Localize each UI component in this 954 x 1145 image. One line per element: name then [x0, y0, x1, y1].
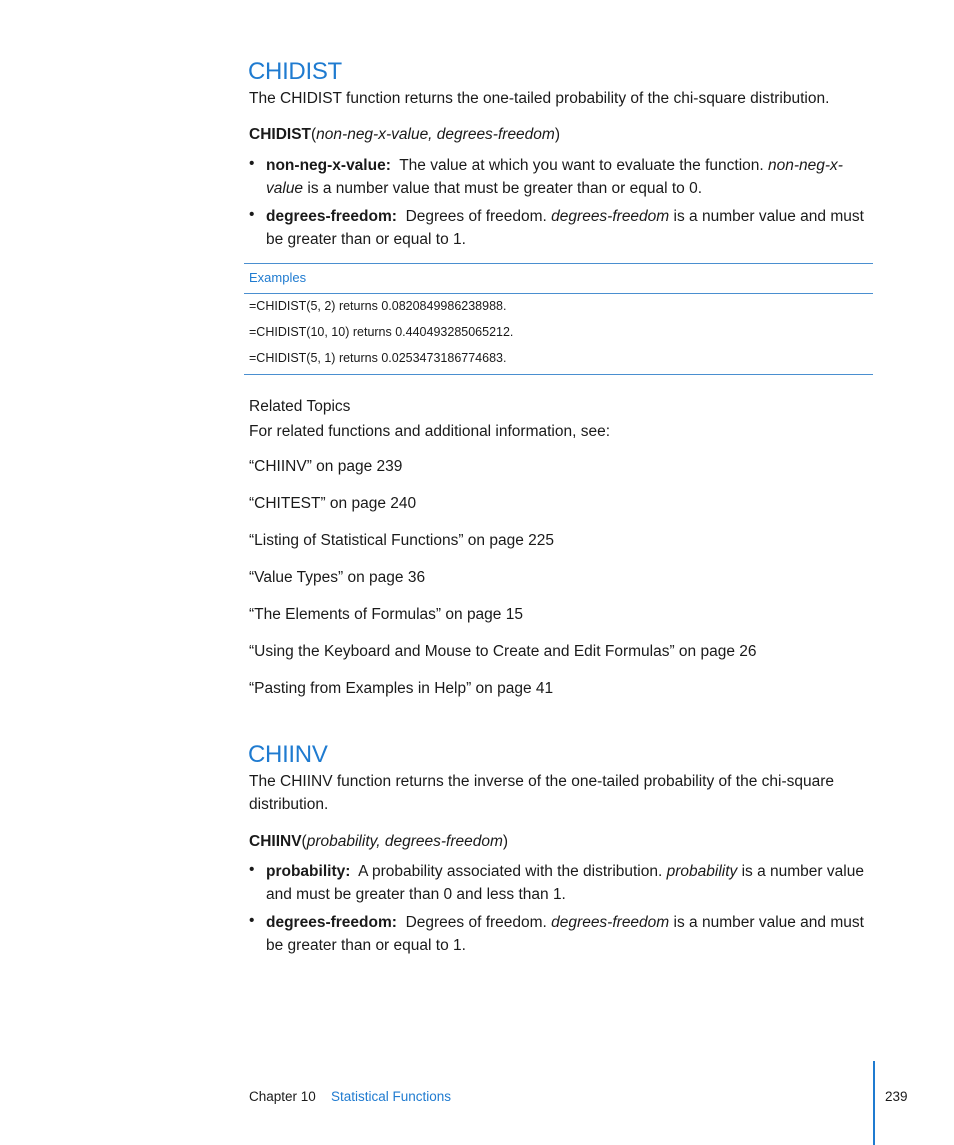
arg-probability	[266, 860, 874, 906]
examples-header-rule	[244, 293, 873, 294]
related-link-listing-statistical[interactable]: “Listing of Statistical Functions” on page 225	[249, 532, 555, 549]
arg-rest: is a number value and must be greater than 0 and less than 1.	[266, 863, 864, 903]
arg-degrees-freedom	[266, 205, 874, 251]
example-row: =CHIDIST(10, 10) returns 0.440493285065212.	[249, 325, 514, 339]
chidist-title: CHIDIST	[248, 58, 342, 85]
arg-desc: A probability associated with the distribution.	[358, 863, 663, 880]
arg-name: degrees-freedom:	[266, 914, 397, 931]
examples-heading: Examples	[249, 270, 307, 285]
syntax-params: non-neg-x-value, degrees-freedom	[316, 126, 555, 143]
page-number: 239	[885, 1089, 908, 1104]
chidist-syntax: CHIDIST(non-neg-x-value, degrees-freedom)	[249, 126, 561, 143]
arg-name: non-neg-x-value:	[266, 157, 391, 174]
related-link-pasting-examples[interactable]: “Pasting from Examples in Help” on page 41	[249, 680, 554, 697]
arg-name: probability:	[266, 863, 351, 880]
syntax-function-name: CHIDIST	[249, 126, 311, 143]
chiinv-syntax: CHIINV(probability, degrees-freedom)	[249, 833, 509, 850]
arg-rest: is a number value and must be greater than or equal to 1.	[266, 208, 864, 248]
chiinv-description: The CHIINV function returns the inverse of the one-tailed probability of the chi-square distribution.	[249, 773, 835, 813]
arg-rest: is a number value that must be greater than or equal to 0.	[307, 180, 702, 197]
arg-degrees-freedom	[266, 911, 874, 957]
bullet: •	[249, 155, 255, 172]
related-link-chiinv[interactable]: “CHIINV” on page 239	[249, 458, 403, 475]
syntax-function-name: CHIINV	[249, 833, 302, 850]
chidist-description: The CHIDIST function returns the one-tailed probability of the chi-square distribution.	[249, 90, 830, 107]
arg-italic: degrees-freedom	[551, 914, 670, 931]
arg-italic: probability	[666, 863, 738, 880]
arg-non-neg-x-value	[266, 154, 874, 200]
syntax-params: probability, degrees-freedom	[306, 833, 503, 850]
bullet: •	[249, 206, 255, 223]
chiinv-title: CHIINV	[248, 741, 328, 768]
arg-desc: Degrees of freedom.	[405, 914, 547, 931]
arg-desc: Degrees of freedom.	[405, 208, 547, 225]
related-link-chitest[interactable]: “CHITEST” on page 240	[249, 495, 417, 512]
related-topics-intro: For related functions and additional information, see:	[249, 423, 611, 440]
bullet: •	[249, 912, 255, 929]
example-row: =CHIDIST(5, 2) returns 0.0820849986238988.	[249, 299, 507, 313]
related-link-value-types[interactable]: “Value Types” on page 36	[249, 569, 426, 586]
arg-name: degrees-freedom:	[266, 208, 397, 225]
footer-divider	[873, 1061, 875, 1145]
examples-top-rule	[244, 263, 873, 264]
arg-italic: non-neg-x-value	[266, 157, 843, 197]
footer-section-link[interactable]: Statistical Functions	[331, 1089, 452, 1104]
examples-bottom-rule	[244, 374, 873, 375]
arg-desc: The value at which you want to evaluate the function.	[399, 157, 764, 174]
related-topics-title: Related Topics	[249, 398, 351, 415]
related-link-elements-of-formulas[interactable]: “The Elements of Formulas” on page 15	[249, 606, 523, 623]
arg-italic: degrees-freedom	[551, 208, 670, 225]
bullet: •	[249, 861, 255, 878]
footer-chapter: Chapter 10	[249, 1089, 316, 1104]
arg-rest: is a number value and must be greater than or equal to 1.	[266, 914, 864, 954]
related-link-keyboard-mouse[interactable]: “Using the Keyboard and Mouse to Create and Edit Formulas” on page 26	[249, 643, 757, 660]
example-row: =CHIDIST(5, 1) returns 0.0253473186774683.	[249, 351, 507, 365]
